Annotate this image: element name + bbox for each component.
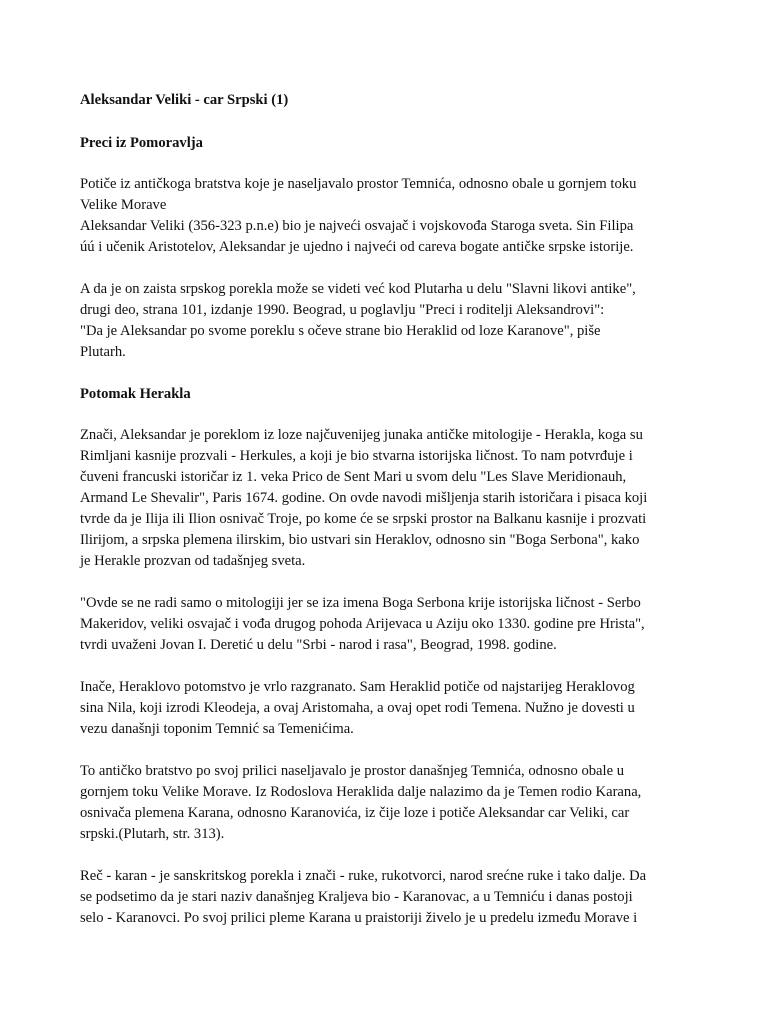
text-line: Makeridov, veliki osvajač i vođa drugog pohoda Arijevaca u Aziju oko 1330. godine pre Hrista", <box>80 616 645 632</box>
text-line: "Ovde se ne radi samo o mitologiji jer se iza imena Boga Serbona krije istorijska ličnost - Serbo <box>80 595 641 611</box>
text-line: To antičko bratstvo po svoj prilici naseljavalo je prostor današnjeg Temnića, odnosno obale u <box>80 763 625 779</box>
paragraph-7 <box>80 866 696 929</box>
text-line: tvrde da je Ilija ili Ilion osnivač Troje, po kome će se srpski prostor na Balkanu kasnije i prozvati <box>80 511 647 527</box>
text-line: Znači, Aleksandar je poreklom iz loze najčuvenijeg junaka antičke mitologije - Herakla, koga su <box>80 427 643 443</box>
section-heading-preci: Preci iz Pomoravlja <box>80 135 203 151</box>
text-line: Rimljani kasnije prozvali - Herkules, a koji je bio stvarna istorijska ličnost. To nam potvrđuje i <box>80 448 633 464</box>
text-line: drugi deo, strana 101, izdanje 1990. Beograd, u poglavlju "Preci i roditelji Aleksandrovi": <box>80 302 605 318</box>
text-line: tvrdi uvaženi Jovan I. Deretić u delu "Srbi - narod i rasa", Beograd, 1998. godine. <box>80 637 557 653</box>
section-heading-potomak: Potomak Herakla <box>80 386 191 402</box>
paragraph-4 <box>80 593 696 656</box>
text-line: Aleksandar Veliki (356-323 p.n.e) bio je najveći osvajač i vojskovođa Staroga sveta. Sin Filipa <box>80 218 634 234</box>
text-line: Potiče iz antičkoga bratstva koje je naseljavalo prostor Temnića, odnosno obale u gornjem toku <box>80 176 637 192</box>
text-line: Inače, Heraklovo potomstvo je vrlo razgranato. Sam Heraklid potiče od najstarijeg Heraklovog <box>80 679 635 695</box>
text-line: sina Nila, koji izrodi Kleodeja, a ovaj Aristomaha, a ovaj opet rodi Temena. Nužno je dovesti u <box>80 700 635 716</box>
text-line: je Herakle prozvan od tadašnjeg sveta. <box>80 553 306 569</box>
text-line: "Da je Aleksandar po svome poreklu s očeve strane bio Heraklid od loze Karanove", piše <box>80 323 601 339</box>
text-line: se podsetimo da je stari naziv današnjeg Kraljeva bio - Karanovac, a u Temniću i danas postoji <box>80 889 633 905</box>
text-line: Plutarh. <box>80 344 126 360</box>
text-line: selo - Karanovci. Po svoj prilici pleme Karana u praistoriji živelo je u predelu između Morave i <box>80 910 638 926</box>
paragraph-1 <box>80 174 696 258</box>
text-line: vezu današnji toponim Temnić sa Temenićima. <box>80 721 354 737</box>
paragraph-2 <box>80 279 696 363</box>
text-line: osnivača plemena Karana, odnosno Karanovića, iz čije loze i potiče Aleksandar car Veliki, car <box>80 805 630 821</box>
paragraph-6 <box>80 761 696 845</box>
text-line: Velike Morave <box>80 197 167 213</box>
text-line: Armand Le Shevalir", Paris 1674. godine. On ovde navodi mišljenja starih istoričara i pisaca koji <box>80 490 648 506</box>
paragraph-3 <box>80 425 696 572</box>
text-line: gornjem toku Velike Morave. Iz Rodoslova Heraklida dalje nalazimo da je Temen rodio Karana, <box>80 784 642 800</box>
document-title: Aleksandar Veliki - car Srpski (1) <box>80 92 289 108</box>
text-line: úú i učenik Aristotelov, Aleksandar je ujedno i najveći od careva bogate antičke srpske istorije. <box>80 239 634 255</box>
paragraph-5 <box>80 677 696 740</box>
text-line: čuveni francuski istoričar iz 1. veka Prico de Sent Mari u svom delu "Les Slave Meridionauh, <box>80 469 627 485</box>
text-line: A da je on zaista srpskog porekla može se videti već kod Plutarha u delu "Slavni likovi antike", <box>80 281 636 297</box>
text-line: Ilirijom, a srpska plemena ilirskim, bio ustvari sin Heraklov, odnosno sin "Boga Serbona", kako <box>80 532 640 548</box>
document-page <box>80 90 696 950</box>
text-line: Reč - karan - je sanskritskog porekla i znači - ruke, rukotvorci, narod srećne ruke i tako dalje. Da <box>80 868 647 884</box>
text-line: srpski.(Plutarh, str. 313). <box>80 826 225 842</box>
